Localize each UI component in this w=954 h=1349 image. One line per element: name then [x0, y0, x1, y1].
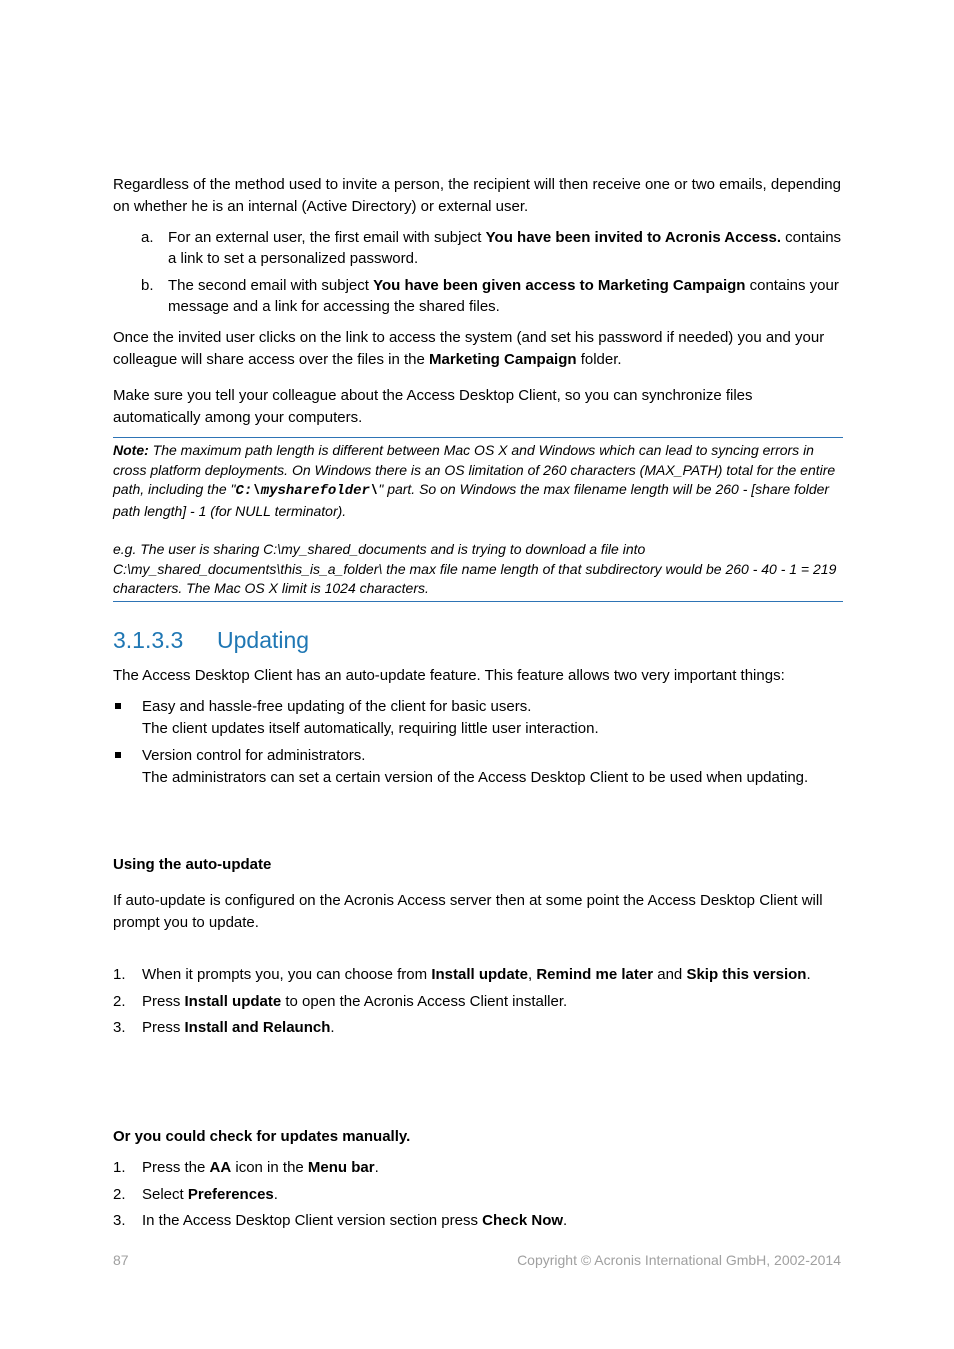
step-item: 1. Press the AA icon in the Menu bar.: [113, 1159, 379, 1176]
section-number: 3.1.3.3: [113, 627, 184, 653]
step-item: 3. In the Access Desktop Client version section press Check Now.: [113, 1212, 568, 1229]
bullet-square-icon: [115, 703, 121, 709]
section-intro: The Access Desktop Client has an auto-update feature. This feature allows two very important things:: [113, 667, 785, 684]
list-item-a: a. For an external user, the first email with subject You have been invited to Acronis Access. contains a link to set a personalized password.: [141, 229, 842, 267]
step-item: 3. Press Install and Relaunch.: [113, 1019, 335, 1036]
note-example: e.g. The user is sharing C:\my_shared_documents and is trying to download a file into C:\my_shared_documents\this_is_a_folder\ the max file name length of that subdirectory would be 260 - 40 - 1 = 219 characters. The Mac OS X limit is 1024 characters.: [113, 541, 837, 596]
share-paragraph: Once the invited user clicks on the link to access the system (and set his password if needed) you and your colleague will share access over the files in the Marketing Campaign folder.: [113, 329, 825, 368]
auto-update-steps: [113, 964, 843, 1039]
feature-bullet-list: [113, 696, 843, 788]
auto-update-heading: Using the auto-update: [113, 856, 272, 873]
step-item: 2. Press Install update to open the Acronis Access Client installer.: [113, 992, 568, 1010]
page-number: 87: [113, 1252, 129, 1268]
bullet-item: Version control for administrators. The administrators can set a certain version of the Access Desktop Client to be used when updating.: [113, 745, 843, 788]
manual-update-steps: [113, 1157, 843, 1232]
list-item-b: b. The second email with subject You have been given access to Marketing Campaign contains your message and a link for accessing the shared files.: [141, 277, 839, 315]
desktop-client-paragraph: Make sure you tell your colleague about the Access Desktop Client, so you can synchronize files automatically among your computers.: [113, 387, 753, 426]
bullet-item: Easy and hassle-free updating of the client for basic users. The client updates itself automatically, requiring little user interaction.: [113, 696, 843, 739]
copyright-text: Copyright © Acronis International GmbH, 2002-2014: [517, 1252, 841, 1268]
auto-update-paragraph: If auto-update is configured on the Acronis Access server then at some point the Access Desktop Client will prompt you to update.: [113, 892, 823, 931]
note-box: [113, 437, 843, 602]
step-item: 1. When it prompts you, you can choose from Install update, Remind me later and Skip this version.: [113, 966, 811, 983]
step-item: 2. Select Preferences.: [113, 1185, 278, 1203]
manual-update-heading: Or you could check for updates manually.: [113, 1128, 411, 1145]
section-heading: [113, 627, 309, 654]
note-text: Note: The maximum path length is different between Mac OS X and Windows which can lead to syncing errors in cross platform deployments. On Windows there is an OS limitation of 260 characters (MAX_PATH) total for the entire path, including the "C:\mysharefolder\" part. So on Windows the max filename length will be 260 - [share folder path length] - 1 (for NULL terminator).: [113, 442, 836, 519]
section-title: Updating: [217, 627, 310, 653]
bullet-square-icon: [115, 752, 121, 758]
page-footer: [113, 1252, 841, 1268]
email-list: [113, 227, 843, 317]
intro-paragraph: Regardless of the method used to invite a person, the recipient will then receive one or two emails, depending on whether he is an internal (Active Directory) or external user.: [113, 176, 841, 215]
